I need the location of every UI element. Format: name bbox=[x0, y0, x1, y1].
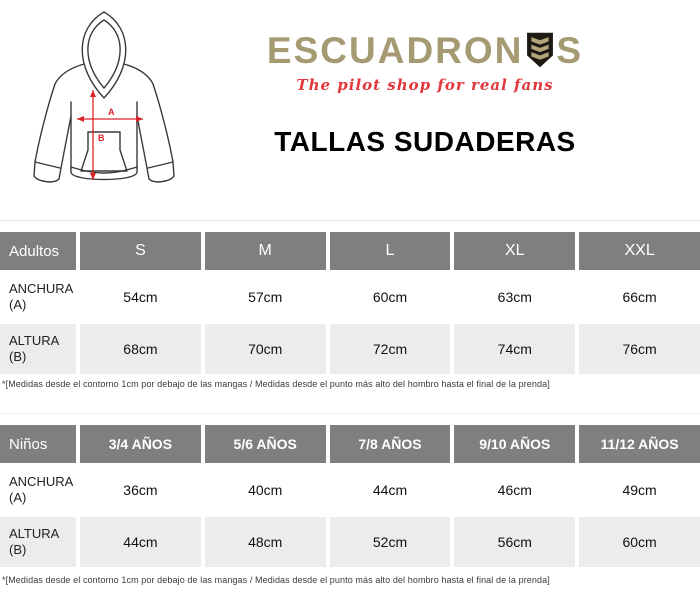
kids-anchura-row bbox=[0, 465, 700, 515]
table-cell: 44cm bbox=[80, 517, 201, 567]
height-arrow-label: B bbox=[98, 133, 105, 143]
adults-table-header-row bbox=[0, 232, 700, 270]
table-cell: 70cm bbox=[205, 324, 326, 374]
hoodie-measurement-diagram bbox=[14, 4, 194, 204]
table-cell: 48cm bbox=[205, 517, 326, 567]
brand-name-suffix: S bbox=[556, 29, 584, 71]
kids-col-11-12: 11/12 AÑOS bbox=[579, 425, 700, 463]
brand-name-prefix: ESCUADRON bbox=[266, 29, 524, 71]
adults-col-l: L bbox=[330, 232, 451, 270]
brand-logo bbox=[235, 26, 615, 74]
adults-col-xxl: XXL bbox=[579, 232, 700, 270]
brand-column bbox=[235, 26, 615, 158]
kids-col-3-4: 3/4 AÑOS bbox=[80, 425, 201, 463]
header-section bbox=[0, 0, 700, 220]
table-cell: 49cm bbox=[579, 465, 700, 515]
width-arrow-label: A bbox=[108, 107, 115, 117]
kids-measurement-footnote: *[Medidas desde el contorno 1cm por debajo de las mangas / Medidas desde el punto más alto del hombro hasta el final de la prenda] bbox=[2, 575, 550, 585]
table-cell: 52cm bbox=[330, 517, 451, 567]
adults-measurement-footnote: *[Medidas desde el contorno 1cm por debajo de las mangas / Medidas desde el punto más alto del hombro hasta el final de la prenda] bbox=[2, 379, 550, 389]
table-cell: 46cm bbox=[454, 465, 575, 515]
adults-col-m: M bbox=[205, 232, 326, 270]
kids-altura-row bbox=[0, 517, 700, 567]
kids-size-table bbox=[0, 413, 700, 585]
table-cell: 66cm bbox=[579, 272, 700, 322]
adults-col-xl: XL bbox=[454, 232, 575, 270]
table-cell: 44cm bbox=[330, 465, 451, 515]
table-cell: 57cm bbox=[205, 272, 326, 322]
table-cell: 54cm bbox=[80, 272, 201, 322]
page-title: TALLAS SUDADERAS bbox=[274, 126, 576, 157]
kids-table-header-row bbox=[0, 425, 700, 463]
adults-anchura-row bbox=[0, 272, 700, 322]
kids-col-9-10: 9/10 AÑOS bbox=[454, 425, 575, 463]
hoodie-icon bbox=[14, 4, 194, 204]
table-cell: 60cm bbox=[579, 517, 700, 567]
table-cell: 72cm bbox=[330, 324, 451, 374]
table-cell: 74cm bbox=[454, 324, 575, 374]
table-cell: 68cm bbox=[80, 324, 201, 374]
kids-col-5-6: 5/6 AÑOS bbox=[205, 425, 326, 463]
table-cell: 60cm bbox=[330, 272, 451, 322]
adults-altura-row bbox=[0, 324, 700, 374]
brand-tagline: The pilot shop for real fans bbox=[296, 76, 554, 94]
table-cell: 63cm bbox=[454, 272, 575, 322]
adults-corner-label: Adultos bbox=[0, 232, 76, 270]
adults-anchura-label: ANCHURA (A) bbox=[0, 272, 76, 322]
table-cell: 36cm bbox=[80, 465, 201, 515]
kids-corner-label: Niños bbox=[0, 425, 76, 463]
adults-col-s: S bbox=[80, 232, 201, 270]
table-cell: 76cm bbox=[579, 324, 700, 374]
adults-size-table bbox=[0, 220, 700, 389]
kids-anchura-label: ANCHURA (A) bbox=[0, 465, 76, 515]
adults-altura-label: ALTURA (B) bbox=[0, 324, 76, 374]
kids-altura-label: ALTURA (B) bbox=[0, 517, 76, 567]
squadron-shield-icon bbox=[526, 30, 554, 70]
table-cell: 56cm bbox=[454, 517, 575, 567]
kids-col-7-8: 7/8 AÑOS bbox=[330, 425, 451, 463]
table-cell: 40cm bbox=[205, 465, 326, 515]
